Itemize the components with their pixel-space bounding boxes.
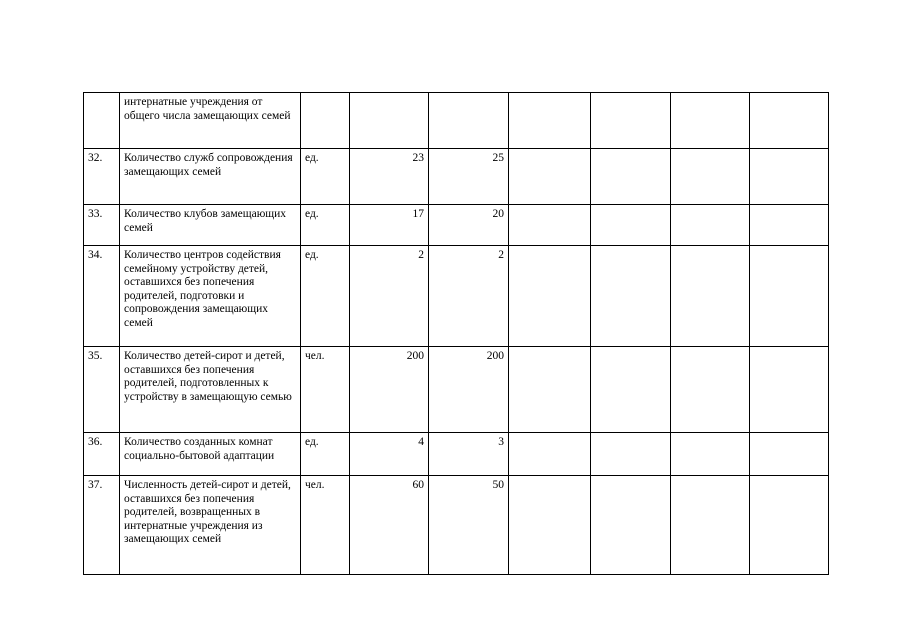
value-cell-5	[671, 433, 750, 476]
value-cell-1: 200	[350, 347, 429, 433]
table-row	[84, 205, 829, 246]
table-row	[84, 246, 829, 347]
value-cell-6	[750, 433, 829, 476]
indicator-name: Количество созданных комнат социально-бытовой адаптации	[120, 433, 301, 476]
unit-cell: чел.	[301, 347, 350, 433]
unit-cell: ед.	[301, 205, 350, 246]
value-cell-6	[750, 347, 829, 433]
row-number: 32.	[84, 149, 120, 205]
value-cell-5	[671, 93, 750, 149]
value-cell-3	[509, 149, 591, 205]
indicator-table	[83, 92, 829, 575]
unit-cell: чел.	[301, 476, 350, 575]
unit-cell	[301, 93, 350, 149]
value-cell-1: 4	[350, 433, 429, 476]
value-cell-4	[591, 476, 671, 575]
value-cell-2: 3	[429, 433, 509, 476]
indicator-name: Численность детей-сирот и детей, оставшихся без попечения родителей, возвращенных в интернатные учреждения из замещающих семей	[120, 476, 301, 575]
value-cell-2: 20	[429, 205, 509, 246]
row-number: 34.	[84, 246, 120, 347]
value-cell-6	[750, 476, 829, 575]
value-cell-4	[591, 347, 671, 433]
indicator-name: Количество детей-сирот и детей, оставшихся без попечения родителей, подготовленных к устройству в замещающую семью	[120, 347, 301, 433]
value-cell-2: 200	[429, 347, 509, 433]
value-cell-2: 25	[429, 149, 509, 205]
indicator-name: Количество служб сопровождения замещающих семей	[120, 149, 301, 205]
unit-cell: ед.	[301, 149, 350, 205]
value-cell-6	[750, 205, 829, 246]
row-number	[84, 93, 120, 149]
value-cell-6	[750, 246, 829, 347]
row-number: 35.	[84, 347, 120, 433]
value-cell-1: 17	[350, 205, 429, 246]
row-number: 37.	[84, 476, 120, 575]
table-row	[84, 433, 829, 476]
value-cell-3	[509, 476, 591, 575]
value-cell-1: 23	[350, 149, 429, 205]
value-cell-3	[509, 93, 591, 149]
value-cell-2	[429, 93, 509, 149]
indicator-name: Количество центров содействия семейному устройству детей, оставшихся без попечения родителей, подготовки и сопровождения замещающих семей	[120, 246, 301, 347]
value-cell-4	[591, 433, 671, 476]
value-cell-4	[591, 246, 671, 347]
value-cell-3	[509, 205, 591, 246]
indicator-name: Количество клубов замещающих семей	[120, 205, 301, 246]
value-cell-1: 60	[350, 476, 429, 575]
value-cell-6	[750, 93, 829, 149]
value-cell-3	[509, 347, 591, 433]
value-cell-4	[591, 149, 671, 205]
value-cell-6	[750, 149, 829, 205]
value-cell-5	[671, 347, 750, 433]
table-row	[84, 347, 829, 433]
row-number: 36.	[84, 433, 120, 476]
value-cell-5	[671, 476, 750, 575]
value-cell-2: 50	[429, 476, 509, 575]
value-cell-1	[350, 93, 429, 149]
value-cell-4	[591, 93, 671, 149]
table-row	[84, 476, 829, 575]
value-cell-4	[591, 205, 671, 246]
table-row	[84, 149, 829, 205]
unit-cell: ед.	[301, 246, 350, 347]
row-number: 33.	[84, 205, 120, 246]
unit-cell: ед.	[301, 433, 350, 476]
table-row	[84, 93, 829, 149]
indicator-name: интернатные учреждения от общего числа замещающих семей	[120, 93, 301, 149]
value-cell-3	[509, 433, 591, 476]
value-cell-5	[671, 246, 750, 347]
value-cell-5	[671, 149, 750, 205]
value-cell-3	[509, 246, 591, 347]
value-cell-2: 2	[429, 246, 509, 347]
value-cell-5	[671, 205, 750, 246]
value-cell-1: 2	[350, 246, 429, 347]
